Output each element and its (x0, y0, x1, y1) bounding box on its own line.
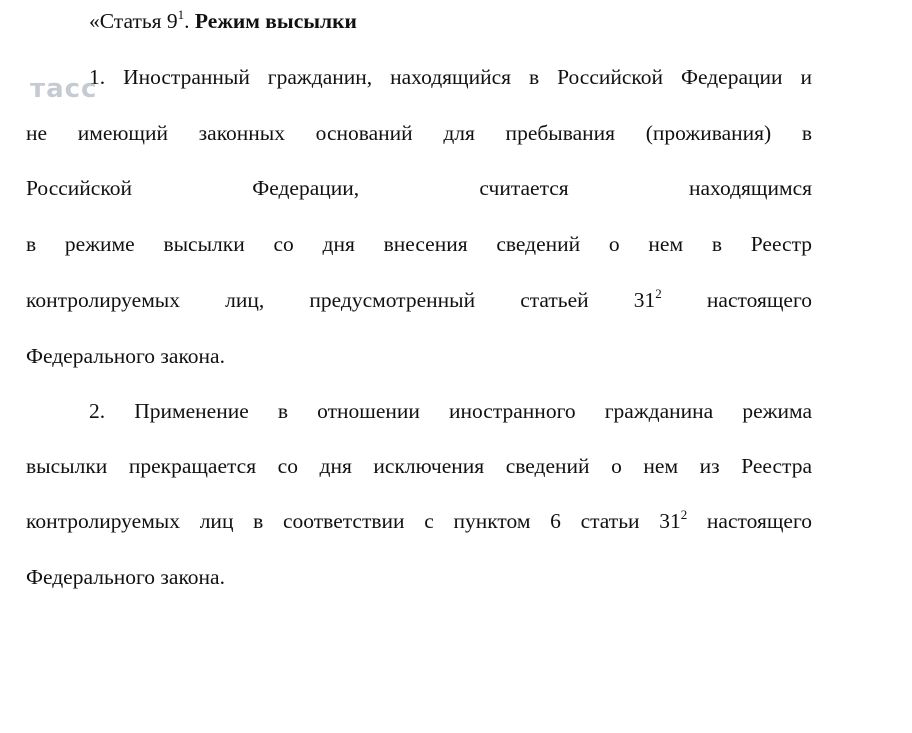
paragraph-1-line-3: Российской Федерации, считается находящимся (26, 176, 812, 200)
tass-watermark: тасс (30, 74, 98, 104)
paragraph-2-line-3-tail: настоящего (687, 509, 812, 533)
article-heading-prefix: «Статья 9 (89, 9, 178, 33)
paragraph-1-line-6: Федерального закона. (26, 344, 225, 368)
paragraph-1-line-4: в режиме высылки со дня внесения сведений о нем в Реестр (26, 232, 812, 256)
article-number-superscript: 1 (177, 7, 185, 22)
paragraph-2-line-4: Федерального закона. (26, 565, 225, 589)
article-title: Режим высылки (194, 9, 357, 33)
paragraph-1-line-5-text: контролируемых лиц, предусмотренный статьей 31 (26, 288, 656, 312)
paragraph-2-line-2: высылки прекращается со дня исключения сведений о нем из Реестра (26, 454, 812, 478)
paragraph-1-line-2: не имеющий законных оснований для пребывания (проживания) в (26, 121, 812, 145)
paragraph-1-line-5 (26, 285, 812, 315)
paragraph-2-line-3-text: контролируемых лиц в соответствии с пунктом 6 статьи 31 (26, 509, 681, 533)
paragraph-1-line-1: 1. Иностранный гражданин, находящийся в Российской Федерации и (89, 65, 812, 89)
article-heading (89, 6, 357, 36)
article-heading-dot: . (184, 9, 190, 33)
paragraph-2-line-3 (26, 506, 812, 536)
paragraph-2-line-1: 2. Применение в отношении иностранного гражданина режима (89, 399, 812, 423)
statute-superscript: 2 (655, 286, 662, 301)
paragraph-1-line-5-tail: настоящего (661, 288, 812, 312)
statute-superscript: 2 (680, 507, 688, 522)
